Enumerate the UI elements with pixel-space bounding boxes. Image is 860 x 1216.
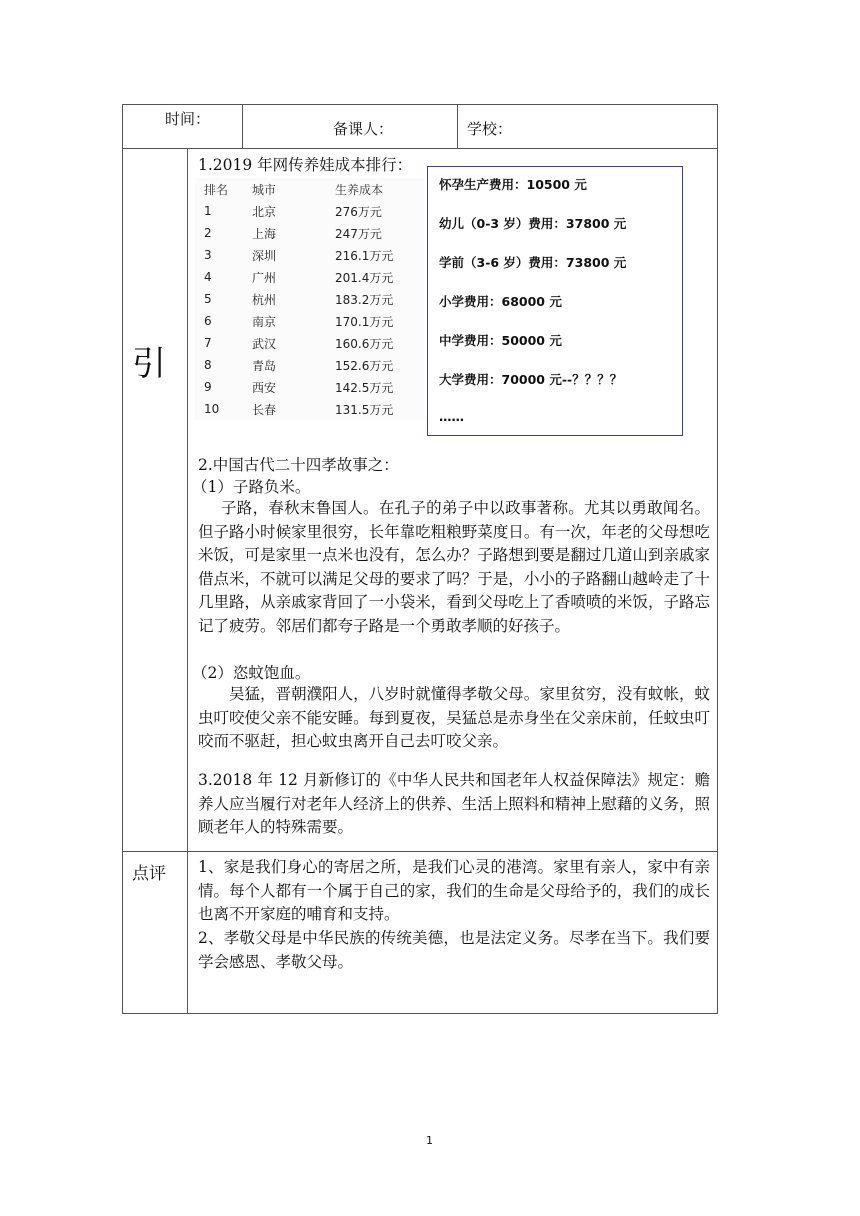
- rank-cell: 1: [204, 204, 212, 218]
- cost-cell: 216.1万元: [335, 248, 394, 263]
- page-number: 1: [426, 1134, 433, 1147]
- city-cell: 深圳: [252, 248, 277, 263]
- review-row-divider: [122, 851, 718, 852]
- review-point-2: 2、孝敬父母是中华民族的传统美德，也是法定义务。尽孝在当下。我们要学会感恩、孝敬父母。: [198, 929, 710, 971]
- city-cell: 青岛: [252, 358, 277, 373]
- city-cell: 上海: [252, 226, 277, 241]
- cost-item: 幼儿（0-3 岁）费用：37800 元: [439, 216, 627, 231]
- ranking-col-rank: 排名: [204, 182, 229, 197]
- review-point-1: 1、家是我们身心的寄居之所，是我们心灵的港湾。家里有亲人，家中有亲情。每个人都有一个属于自己的家，我们的生命是父母给予的，我们的成长也离不开家庭的哺育和支持。: [198, 858, 710, 923]
- label-col-divider: [187, 148, 188, 1014]
- review-section-label: 点评: [132, 864, 166, 884]
- rank-cell: 6: [204, 314, 212, 328]
- story1-text: 子路，春秋末鲁国人。在孔子的弟子中以政事著称。尤其以勇敢闻名。但子路小时候家里很穷，长年靠吃粗粮野菜度日。有一次，年老的父母想吃米饭，可是家里一点米也没有，怎么办？子路想到要是翻过几道山到亲戚家借点米，不就可以满足父母的要求了吗？于是，小小的子路翻山越岭走了十几里路，从亲戚家背回了一小袋米，看到父母吃上了香喷喷的米饭，子路忘记了疲劳。邻居们都夸子路是一个勇敢孝顺的好孩子。: [198, 499, 710, 635]
- rank-cell: 4: [204, 270, 212, 284]
- rank-cell: 8: [204, 358, 212, 372]
- city-cell: 武汉: [252, 336, 277, 351]
- ranking-row: [195, 354, 425, 376]
- ranking-table: [195, 178, 425, 420]
- cost-cell: 170.1万元: [335, 314, 394, 329]
- ranking-row: [195, 222, 425, 244]
- table-border-top: [122, 104, 718, 105]
- rank-cell: 5: [204, 292, 212, 306]
- story1-title: （1）子路负米。: [192, 478, 311, 496]
- ranking-row: [195, 288, 425, 310]
- cost-cell: 201.4万元: [335, 270, 394, 285]
- cost-item: 大学费用：70000 元--？？？？: [439, 372, 623, 387]
- table-border-bottom: [122, 1013, 718, 1014]
- table-border-left: [122, 104, 123, 1014]
- city-cell: 南京: [252, 314, 277, 329]
- preparer-label: 备课人：: [333, 120, 394, 138]
- item3-text: 3.2018 年 12 月新修订的《中华人民共和国老年人权益保障法》规定：赡养人应当履行对老年人经济上的供养、生活上照料和精神上慰藉的义务，照顾老年人的特殊需要。: [198, 771, 710, 836]
- cost-item: 学前（3-6 岁）费用：73800 元: [439, 255, 627, 270]
- school-label: 学校：: [467, 120, 513, 138]
- ranking-row: [195, 200, 425, 222]
- item2-heading: 2.中国古代二十四孝故事之：: [198, 456, 399, 474]
- time-label: 时间：: [165, 110, 211, 128]
- rank-cell: 3: [204, 248, 212, 262]
- city-cell: 杭州: [252, 292, 277, 307]
- header-row-divider: [122, 148, 718, 149]
- rank-cell: 9: [204, 380, 212, 394]
- city-cell: 广州: [252, 270, 277, 285]
- ranking-row: [195, 376, 425, 398]
- ranking-row: [195, 244, 425, 266]
- cost-item: 中学费用：50000 元: [439, 333, 562, 348]
- header-col-divider-2: [457, 104, 458, 148]
- ranking-row: [195, 398, 425, 420]
- cost-item: 小学费用：68000 元: [439, 294, 562, 309]
- table-border-right: [717, 104, 718, 1014]
- ranking-row: [195, 266, 425, 288]
- cost-cell: 142.5万元: [335, 380, 394, 395]
- cost-cell: 183.2万元: [335, 292, 394, 307]
- cost-cell: 247万元: [335, 226, 382, 241]
- story2-text: 吴猛，晋朝濮阳人，八岁时就懂得孝敬父母。家里贫穷，没有蚊帐，蚊虫叮咬使父亲不能安睡。每到夏夜，吴猛总是赤身坐在父亲床前，任蚊虫叮咬而不驱赶，担心蚊虫离开自己去叮咬父亲。: [198, 685, 710, 750]
- ranking-header-row: [195, 178, 425, 200]
- rank-cell: 2: [204, 226, 212, 240]
- rank-cell: 10: [204, 402, 220, 416]
- cost-cell: 276万元: [335, 204, 382, 219]
- intro-section-label: 引: [132, 344, 166, 384]
- cost-cell: 160.6万元: [335, 336, 394, 351]
- story2-title: （2）恣蚊饱血。: [192, 664, 311, 682]
- cost-cell: 131.5万元: [335, 402, 394, 417]
- city-cell: 北京: [252, 204, 277, 219]
- item1-heading: 1.2019 年网传养娃成本排行：: [198, 156, 413, 174]
- ranking-col-cost: 生养成本: [335, 182, 384, 197]
- cost-item: 怀孕生产费用：10500 元: [439, 177, 587, 192]
- cost-item: ……: [439, 409, 464, 424]
- city-cell: 长春: [252, 402, 277, 417]
- city-cell: 西安: [252, 380, 277, 395]
- ranking-col-city: 城市: [252, 182, 277, 197]
- cost-breakdown-box: [427, 166, 683, 436]
- rank-cell: 7: [204, 336, 212, 350]
- ranking-row: [195, 310, 425, 332]
- header-col-divider-1: [242, 104, 243, 148]
- ranking-row: [195, 332, 425, 354]
- cost-cell: 152.6万元: [335, 358, 394, 373]
